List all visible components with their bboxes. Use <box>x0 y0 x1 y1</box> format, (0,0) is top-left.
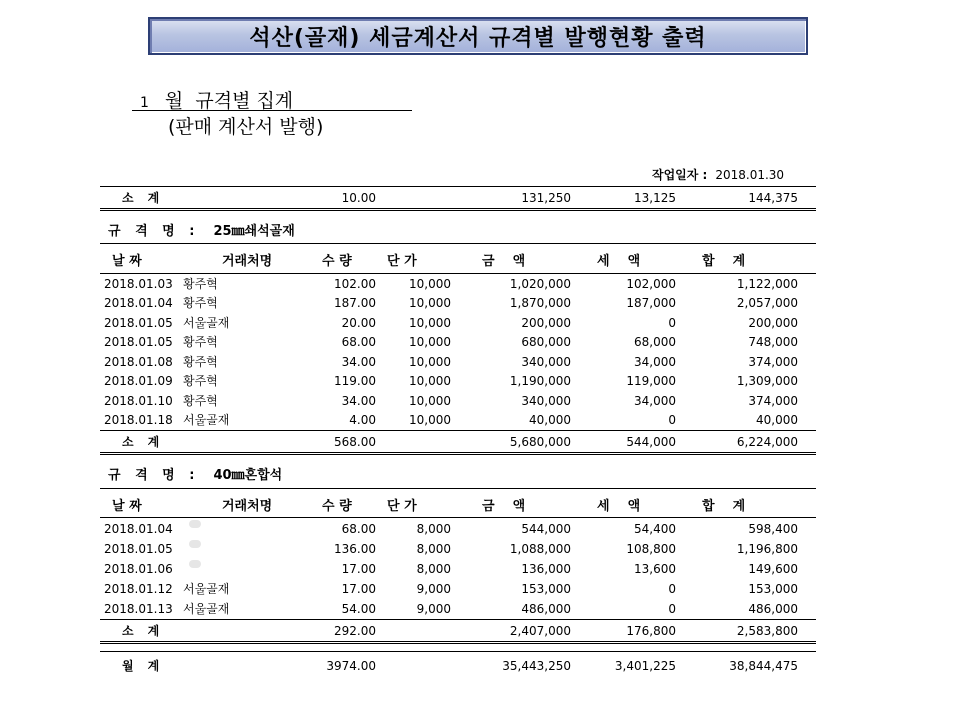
report-subtitle: (판매 계산서 발행) <box>168 116 324 138</box>
cell-total: 149,600 <box>748 562 798 576</box>
subtotal-tax: 544,000 <box>626 435 676 449</box>
cell-tax: 187,000 <box>626 296 676 310</box>
divider <box>100 619 816 620</box>
spec-label: 규 격 명 : <box>108 468 200 483</box>
cell-qty: 4.00 <box>349 413 376 427</box>
cell-tax: 54,400 <box>634 522 676 536</box>
group-subtotal-row <box>100 622 816 640</box>
cell-customer: 서울골재 <box>183 413 230 427</box>
divider <box>100 488 816 489</box>
table-row <box>100 275 816 293</box>
cell-amount: 153,000 <box>521 582 571 596</box>
cell-amount: 486,000 <box>521 602 571 616</box>
cell-price: 10,000 <box>409 335 451 349</box>
table-row <box>100 353 816 371</box>
table-row <box>100 333 816 351</box>
table-row <box>100 600 816 618</box>
table-row <box>100 392 816 410</box>
cell-date: 2018.01.06 <box>104 562 173 576</box>
cell-qty: 54.00 <box>341 602 376 616</box>
cell-qty: 102.00 <box>334 277 376 291</box>
cell-price: 8,000 <box>416 542 451 556</box>
divider <box>100 651 816 652</box>
col-customer: 거래처명 <box>222 499 273 514</box>
cell-tax: 119,000 <box>626 374 676 388</box>
cell-tax: 102,000 <box>626 277 676 291</box>
divider <box>100 430 816 431</box>
cell-total: 200,000 <box>748 316 798 330</box>
report-title-banner <box>148 17 808 55</box>
table-row <box>100 560 816 578</box>
cell-price: 8,000 <box>416 522 451 536</box>
table-row <box>100 294 816 312</box>
cell-total: 374,000 <box>748 355 798 369</box>
divider <box>100 273 816 274</box>
spec-name: 25㎜쇄석골재 <box>213 224 295 239</box>
table-row <box>100 580 816 598</box>
cell-amount: 1,020,000 <box>509 277 571 291</box>
cell-amount: 136,000 <box>521 562 571 576</box>
col-qty: 수 량 <box>322 254 352 269</box>
cell-date: 2018.01.05 <box>104 335 173 349</box>
top-subtotal-row <box>100 189 816 207</box>
col-total: 합 계 <box>702 254 746 269</box>
cell-qty: 34.00 <box>341 394 376 408</box>
report-title: 석산(골재) 세금계산서 규격별 발행현황 출력 <box>249 25 707 51</box>
subtotal-total: 144,375 <box>748 191 798 205</box>
cell-customer: 서울골재 <box>183 582 230 596</box>
cell-price: 10,000 <box>409 413 451 427</box>
table-row <box>100 411 816 429</box>
group-subtotal-row <box>100 433 816 451</box>
cell-customer: 황주혁 <box>183 355 218 369</box>
cell-price: 10,000 <box>409 355 451 369</box>
spec-name: 40㎜혼합석 <box>213 468 283 483</box>
month-total-amount: 35,443,250 <box>502 659 571 673</box>
work-date-value: 2018.01.30 <box>715 168 785 182</box>
subtotal-qty: 568.00 <box>334 435 376 449</box>
cell-date: 2018.01.10 <box>104 394 173 408</box>
divider <box>100 517 816 518</box>
cell-total: 153,000 <box>748 582 798 596</box>
cell-total: 748,000 <box>748 335 798 349</box>
cell-total: 374,000 <box>748 394 798 408</box>
month-total-qty: 3974.00 <box>326 659 376 673</box>
spec-heading <box>108 464 282 483</box>
month-total-row <box>100 657 816 675</box>
cell-total: 598,400 <box>748 522 798 536</box>
subtotal-qty: 10.00 <box>341 191 376 205</box>
cell-total: 40,000 <box>756 413 798 427</box>
cell-date: 2018.01.04 <box>104 296 173 310</box>
subtotal-tax: 176,800 <box>626 624 676 638</box>
subtotal-total: 6,224,000 <box>736 435 798 449</box>
cell-customer: 황주혁 <box>183 374 218 388</box>
cell-amount: 340,000 <box>521 394 571 408</box>
cell-total: 1,122,000 <box>736 277 798 291</box>
cell-price: 10,000 <box>409 374 451 388</box>
cell-date: 2018.01.05 <box>104 316 173 330</box>
work-date-label: 작업일자 : <box>652 168 708 182</box>
cell-customer: 황주혁 <box>183 296 218 310</box>
col-amount: 금 액 <box>482 499 526 514</box>
subtotal-label: 소계 <box>122 624 174 638</box>
cell-price: 10,000 <box>409 394 451 408</box>
col-total: 합 계 <box>702 499 746 514</box>
cell-amount: 200,000 <box>521 316 571 330</box>
cell-customer: 황주혁 <box>183 394 218 408</box>
column-header-row <box>100 250 816 270</box>
divider <box>100 641 816 644</box>
divider <box>100 208 816 211</box>
cell-customer: 서울골재 <box>183 316 230 330</box>
month-underline <box>132 110 412 111</box>
subtotal-total: 2,583,800 <box>736 624 798 638</box>
spec-label: 규 격 명 : <box>108 224 200 239</box>
month-title: 월 규격별 집계 <box>164 90 294 112</box>
cell-date: 2018.01.04 <box>104 522 173 536</box>
cell-qty: 119.00 <box>334 374 376 388</box>
cell-qty: 187.00 <box>334 296 376 310</box>
subtotal-label: 소계 <box>122 435 174 449</box>
cell-tax: 0 <box>668 582 676 596</box>
table-row <box>100 372 816 390</box>
cell-amount: 1,870,000 <box>509 296 571 310</box>
cell-qty: 136.00 <box>334 542 376 556</box>
cell-qty: 17.00 <box>341 582 376 596</box>
cell-amount: 1,088,000 <box>509 542 571 556</box>
cell-qty: 20.00 <box>341 316 376 330</box>
col-amount: 금 액 <box>482 254 526 269</box>
col-tax: 세 액 <box>597 254 641 269</box>
table-row <box>100 520 816 538</box>
cell-tax: 13,600 <box>634 562 676 576</box>
cell-tax: 0 <box>668 602 676 616</box>
subtotal-label: 소계 <box>122 191 174 205</box>
col-customer: 거래처명 <box>222 254 273 269</box>
cell-customer: 서울골재 <box>183 602 230 616</box>
cell-amount: 1,190,000 <box>509 374 571 388</box>
cell-total: 486,000 <box>748 602 798 616</box>
col-price: 단 가 <box>387 499 417 514</box>
divider <box>100 186 816 187</box>
cell-qty: 17.00 <box>341 562 376 576</box>
cell-amount: 680,000 <box>521 335 571 349</box>
cell-date: 2018.01.09 <box>104 374 173 388</box>
cell-price: 9,000 <box>416 582 451 596</box>
subtotal-qty: 292.00 <box>334 624 376 638</box>
cell-price: 9,000 <box>416 602 451 616</box>
work-date <box>652 166 784 183</box>
month-heading <box>140 86 293 113</box>
table-row <box>100 314 816 332</box>
month-total-label: 월계 <box>122 659 174 673</box>
cell-date: 2018.01.12 <box>104 582 173 596</box>
cell-customer: 황주혁 <box>183 277 218 291</box>
cell-tax: 108,800 <box>626 542 676 556</box>
col-date: 날 짜 <box>112 254 142 269</box>
divider <box>100 243 816 244</box>
month-total-tax: 3,401,225 <box>614 659 676 673</box>
cell-qty: 34.00 <box>341 355 376 369</box>
cell-date: 2018.01.08 <box>104 355 173 369</box>
subtotal-amount: 131,250 <box>521 191 571 205</box>
subtotal-amount: 2,407,000 <box>509 624 571 638</box>
cell-amount: 40,000 <box>529 413 571 427</box>
cell-date: 2018.01.18 <box>104 413 173 427</box>
cell-price: 8,000 <box>416 562 451 576</box>
cell-customer: 황주혁 <box>183 335 218 349</box>
cell-qty: 68.00 <box>341 522 376 536</box>
cell-tax: 68,000 <box>634 335 676 349</box>
col-tax: 세 액 <box>597 499 641 514</box>
subtotal-tax: 13,125 <box>634 191 676 205</box>
cell-tax: 0 <box>668 316 676 330</box>
cell-amount: 544,000 <box>521 522 571 536</box>
table-row <box>100 540 816 558</box>
cell-tax: 0 <box>668 413 676 427</box>
divider <box>100 452 816 455</box>
cell-total: 2,057,000 <box>736 296 798 310</box>
cell-qty: 68.00 <box>341 335 376 349</box>
cell-price: 10,000 <box>409 316 451 330</box>
col-qty: 수 량 <box>322 499 352 514</box>
cell-date: 2018.01.13 <box>104 602 173 616</box>
col-date: 날 짜 <box>112 499 142 514</box>
cell-tax: 34,000 <box>634 394 676 408</box>
cell-date: 2018.01.05 <box>104 542 173 556</box>
cell-total: 1,196,800 <box>736 542 798 556</box>
cell-total: 1,309,000 <box>736 374 798 388</box>
column-header-row <box>100 495 816 515</box>
month-number: 1 <box>140 95 149 111</box>
col-price: 단 가 <box>387 254 417 269</box>
cell-price: 10,000 <box>409 277 451 291</box>
subtotal-amount: 5,680,000 <box>509 435 571 449</box>
month-total-total: 38,844,475 <box>729 659 798 673</box>
cell-tax: 34,000 <box>634 355 676 369</box>
spec-heading <box>108 220 295 239</box>
cell-date: 2018.01.03 <box>104 277 173 291</box>
cell-amount: 340,000 <box>521 355 571 369</box>
cell-price: 10,000 <box>409 296 451 310</box>
